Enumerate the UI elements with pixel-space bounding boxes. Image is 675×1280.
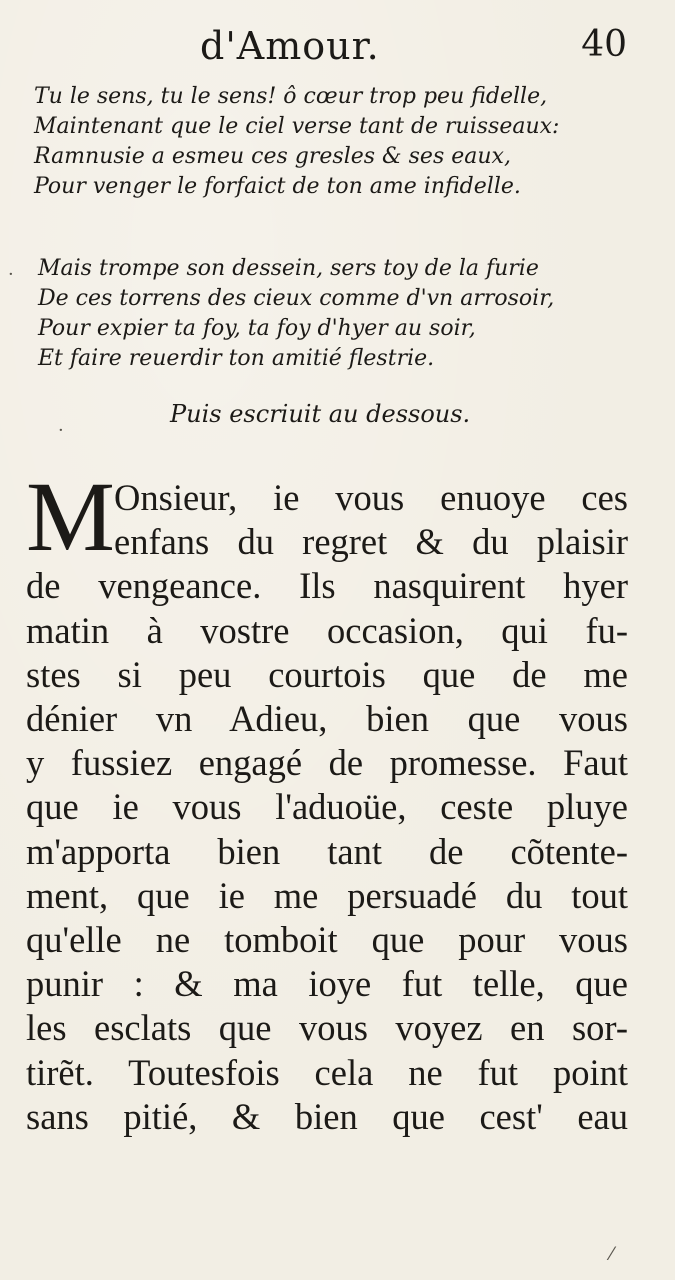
- verse-line: Pour expier ta foy, ta foy d'hyer au soir,: [38, 316, 476, 341]
- verse-line: Et faire reuerdir ton amitié flestrie.: [38, 346, 435, 371]
- verse-line: Pour venger le forfaict de ton ame infidelle.: [34, 174, 521, 199]
- prose-line: sans pitié, & bien que cest' eau: [26, 1095, 628, 1137]
- prose-line: que ie vous l'aduoüe, ceste pluye: [26, 786, 628, 828]
- prose-line: stes si peu courtois que de me: [26, 653, 628, 695]
- verse-line: Maintenant que le ciel verse tant de ruisseaux:: [34, 114, 560, 139]
- ink-speck: ·: [8, 264, 14, 285]
- verse-line: De ces torrens des cieux comme d'vn arrosoir,: [38, 286, 555, 311]
- page-number: 40: [581, 24, 627, 65]
- verse-line: Mais trompe son dessein, sers toy de la furie: [38, 256, 539, 281]
- prose-line: qu'elle ne tomboit que pour vous: [26, 919, 628, 961]
- drop-cap: M: [26, 461, 115, 572]
- letter-body: [26, 476, 628, 1139]
- section-caption: Puis escriuit au dessous.: [170, 400, 471, 428]
- prose-line: enfans du regret & du plaisir: [114, 521, 628, 563]
- prose-line: punir : & ma ioye fut telle, que: [26, 963, 628, 1005]
- poem-stanza-2: [38, 254, 638, 374]
- prose-line: matin à vostre occasion, qui fu-: [26, 609, 628, 651]
- prose-line: de vengeance. Ils nasquirent hyer: [26, 565, 628, 607]
- prose-line: les esclats que vous voyez en sor-: [26, 1007, 628, 1049]
- verse-line: Ramnusie a esmeu ces gresles & ses eaux,: [34, 144, 511, 169]
- prose-line: tirẽt. Toutesfois cela ne fut point: [26, 1051, 628, 1093]
- verse-line: Tu le sens, tu le sens! ô cœur trop peu fidelle,: [34, 84, 548, 109]
- ink-speck: ⁄: [610, 1244, 614, 1265]
- prose-line: Onsieur, ie vous enuoye ces: [114, 477, 628, 518]
- running-head: d'Amour.: [200, 24, 380, 68]
- prose-line: m'apporta bien tant de cõtente-: [26, 830, 628, 872]
- prose-line: ment, que ie me persuadé du tout: [26, 874, 628, 916]
- prose-line: y fussiez engagé de promesse. Faut: [26, 742, 628, 784]
- ink-speck: ·: [58, 420, 64, 441]
- prose-line: dénier vn Adieu, bien que vous: [26, 698, 628, 740]
- page-header: [0, 18, 675, 78]
- poem-stanza-1: [34, 82, 634, 202]
